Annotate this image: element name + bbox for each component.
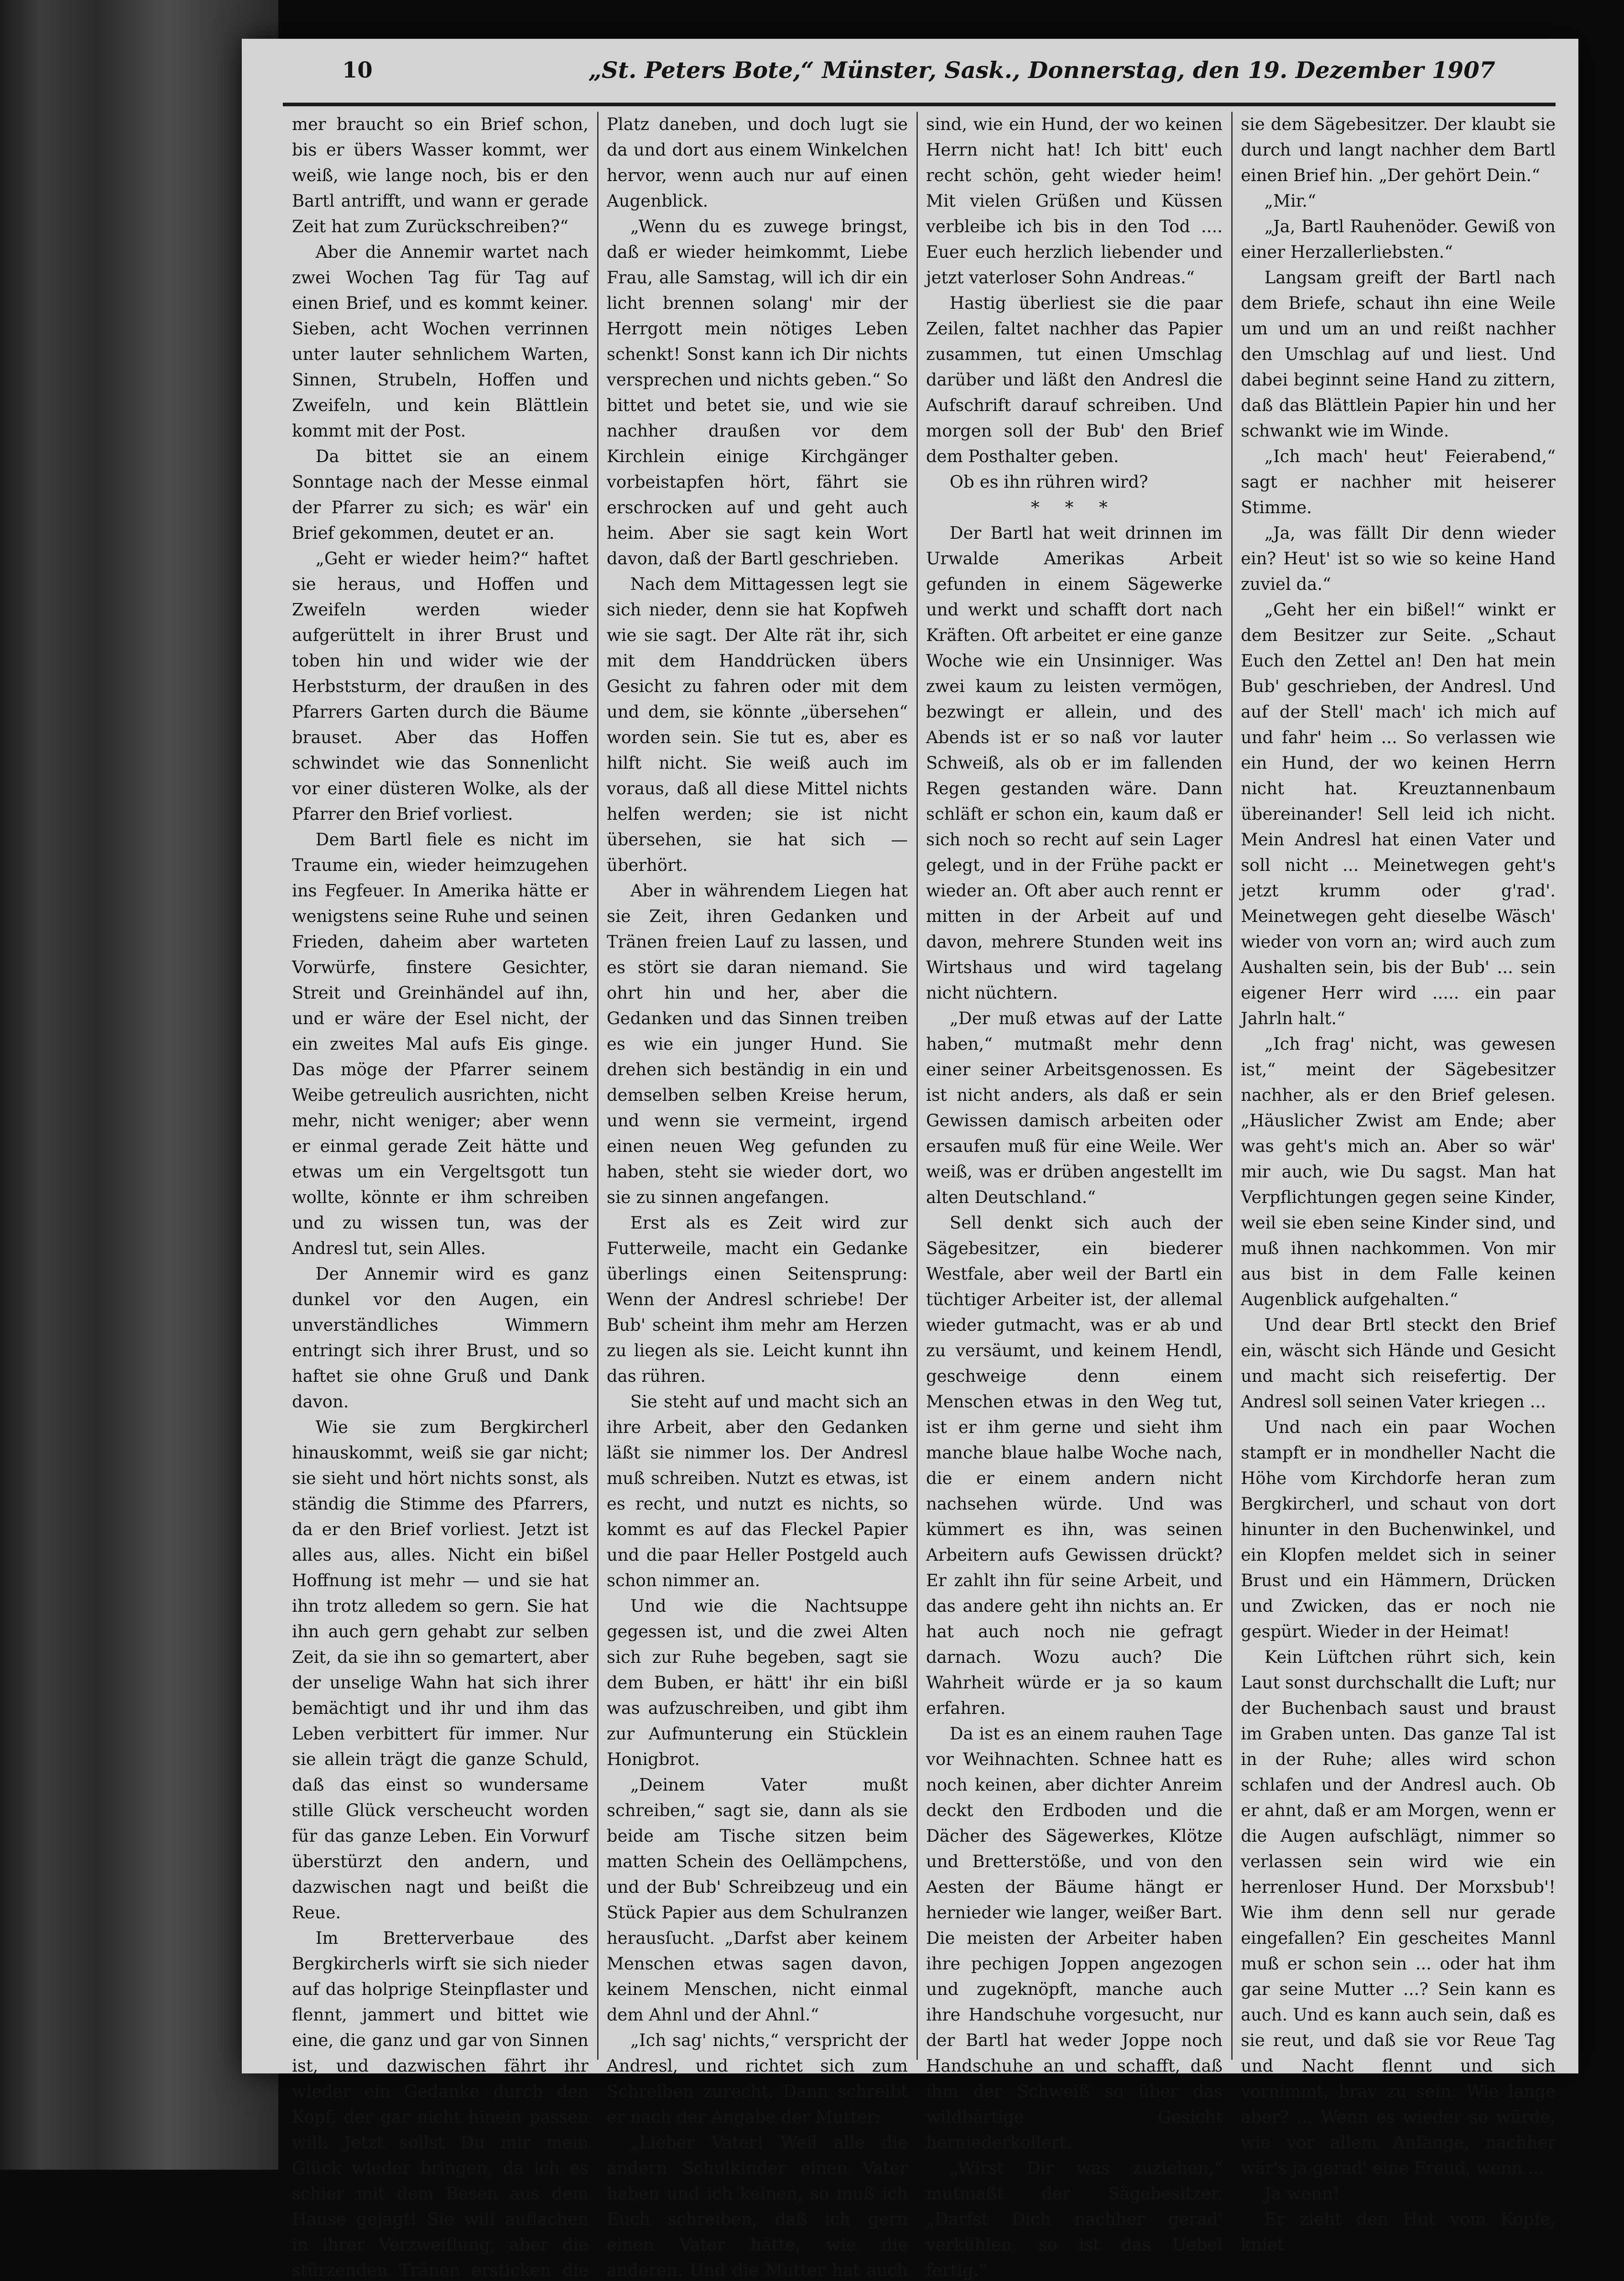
paragraph: Sie steht auf und macht sich an ihre Arbeit, aber den Gedanken läßt sie nimmer los. Der Andresl muß schreiben. Nutzt es etwas, ist es recht, und nutzt es nichts, so kommt es auf das Fleckel Papier und die paar Heller Postgeld auch schon nimmer an. [607,1392,908,1590]
paragraph: „Lieber Vater! Weil alle die andern Schulkinder einen Vater haben und ich keinen, so muß ich Euch schreiben, daß ich gern einen Vater hätte, wie die anderen. Und die Mutter hat auch [607,2133,908,2280]
paragraph: Dem Bartl fiele es nicht im Traume ein, wieder heimzugehen ins Fegfeuer. In Amerika hätte er wenigstens seine Ruhe und seinen Frieden, daheim aber warteten Vorwürfe, finstere Gesichter, Streit und Greinhändel auf ihn, und er wäre der Esel nicht, der ein zweites Mal aufs Eis ginge. Das möge der Pfarrer seinem Weibe getreulich ausrichten, nicht mehr, nicht weniger; aber wenn er einmal gerade Zeit hätte und etwas um ein Vergeltsgott tun wollte, könnte er ihm schreiben und zu wissen tun, was der Andresl tut, sein Alles. [292,830,588,1258]
paragraph: Langsam greift der Bartl nach dem Briefe, schaut ihn eine Weile um und um an und reißt nachher den Umschlag auf und liest. Und dabei beginnt seine Hand zu zittern, daß das Blättlein Papier hin und her schwankt wie im Winde. [1241,268,1556,441]
paragraph: mer braucht so ein Brief schon, bis er übers Wasser kommt, wer weiß, wie lange noch, bis er den Bartl antrifft, und wann er gerade Zeit hat zum Zurückschreiben?“ [292,115,588,236]
paragraph: Und dear Brtl steckt den Brief ein, wäscht sich Hände und Gesicht und macht sich reisefertig. Der Andresl soll seinen Vater kriegen ... [1241,1315,1556,1411]
paragraph: Kein Lüftchen rührt sich, kein Laut sonst durchschallt die Luft; nur der Buchenbach saust und braust im Graben unten. Das ganze Tal ist in der Ruhe; alles wird schon schlafen und der Andresl auch. Ob er ahnt, daß er am Morgen, wenn er die Augen aufschlägt, nimmer so verlassen sein wird wie ein herrenloser Hund. Der Morxsbub'! Wie ihm denn sell nur gerade eingefallen? Ein gescheites Mannl muß er schon sein ... oder hat ihm gar seine Mutter ...? Sein kann es auch. Und es kann auch sein, daß es sie reut, und daß sie vor Reue Tag und Nacht flennt und sich vornimmt, brav zu sein. Wie lange aber? ... Wenn es wieder so würde, wie vor allem Anfange, nachher wär's ja gerad' eine Freud, wenn ... [1241,1647,1556,2178]
text-column-3 [926,112,1223,2280]
text-column-2 [607,112,908,2280]
paragraph: Aber in währendem Liegen hat sie Zeit, ihren Gedanken und Tränen freien Lauf zu lassen, und es stört sie daran niemand. Sie ohrt hin und her, aber die Gedanken und das Sinnen treiben es wie ein junger Hund. Sie drehen sich beständig in ein und demselben selben Kreise herum, und wenn sie vermeint, irgend einen neuen Weg gefunden zu haben, steht sie wieder dort, wo sie zu sinnen angefangen. [607,881,908,1207]
paragraph: „Ja, was fällt Dir denn wieder ein? Heut' ist so wie so keine Hand zuviel da.“ [1241,523,1556,594]
column-divider [1231,112,1233,2060]
newspaper-page [242,39,1578,2280]
paragraph: sind, wie ein Hund, der wo keinen Herrn nicht hat! Ich bitt' euch recht schön, geht wieder heim! Mit vielen Grüßen und Küssen verbleibe ich bis in den Tod .... Euer euch herzlich liebender und jetzt vaterloser Sohn Andreas.“ [926,115,1223,287]
paragraph: „Ich frag' nicht, was gewesen ist,“ meint der Sägebesitzer nachher, als er den Brief gelesen. „Häuslicher Zwist am Ende; aber was geht's mich an. Aber so wär' mir auch, wie Du sagst. Man hat Verpflichtungen gegen seine Kinder, weil sie eben seine Kinder sind, und muß ihnen nachkommen. Von mir aus bist in dem Falle keinen Augenblick aufgehalten.“ [1241,1034,1556,1309]
paragraph: „Wirst Dir was zuziehen,“ mutmaßt der Sägebesitzer. „Darfst Dich nachher gerad' verkühlen, so ist das Uebel fertig.“ [926,2158,1223,2280]
book-binding [0,0,278,2170]
paragraph: Im Bretterverbaue des Bergkircherls wirft sie sich nieder auf das holprige Steinpflaster und flennt, jammert und bittet wie eine, die ganz und gar von Sinnen ist, und dazwischen fährt ihr wieder ein Gedanke durch den Kopf, der gar nicht hinein passen will: Jetzt sollst Du mir mein Glück wieder bringen, da ich es schier mit dem Besen aus dem Hause gejagt! Sie will auflachen in ihrer Verzweiflung, aber die stürzenden Tränen ersticken die [292,1928,588,2280]
paragraph: Ob es ihn rühren wird? [949,472,1148,492]
paragraph: Der Bartl hat weit drinnen im Urwalde Amerikas Arbeit gefunden in einem Sägewerke und werkt und schafft dort nach Kräften. Oft arbeitet er eine ganze Woche wie ein Unsinniger. Was zwei kaum zu leisten vermögen, bezwingt er allein, und des Abends ist er so naß vor lauter Schweiß, als ob er im fallenden Regen gestanden wäre. Dann schläft er schon ein, kaum daß er sich noch so recht auf sein Lager gelegt, und in der Frühe packt er wieder an. Oft aber auch rennt er mitten in der Arbeit auf und davon, mehrere Stunden weit ins Wirtshaus und wird tagelang nicht nüchtern. [926,523,1223,1003]
column-divider [597,112,599,2060]
header-rule [283,103,1556,106]
paragraph: „Ich mach' heut' Feierabend,“ sagt er nachher mit heiserer Stimme. [1241,447,1556,517]
masthead: „St. Peters Bote,“ Münster, Sask., Donnerstag, den 19. Dezember 1907 [588,57,1495,83]
paragraph: Erst als es Zeit wird zur Futterweile, macht ein Gedanke überlings einen Seitensprung: Wenn der Andresl schriebe! Der Bub' scheint ihm mehr am Herzen zu liegen als sie. Leicht kunnt ihn das rühren. [607,1213,908,1386]
paragraph: „Geht her ein bißel!“ winkt er dem Besitzer zur Seite. „Schaut Euch den Zettel an! Den hat mein Bub' geschrieben, der Andresl. Und auf der Stell' mach' ich mich auf und fahr' heim ... So verlassen wie ein Hund, der wo keinen Herrn nicht hat. Kreuztannenbaum übereinander! Sell leid ich nicht. Mein Andresl hat einen Vater und soll nicht ... Meinetwegen geht's jetzt krumm oder g'rad'. Meinetwegen geht dieselbe Wäsch' wieder von vorn an; wird auch zum Aushalten sein, bis der Bub' ... sein eigener Herr wird ..... ein paar Jahrln halt.“ [1241,600,1556,1028]
paragraph: Da bittet sie an einem Sonntage nach der Messe einmal der Pfarrer zu sich; es wär' ein Brief gekommen, deutet er an. [292,447,588,543]
paragraph: Aber die Annemir wartet nach zwei Wochen Tag für Tag auf einen Brief, und es kommt keiner. Sieben, acht Wochen verrinnen unter lauter sehnlichem Warten, Sinnen, Strubeln, Hoffen und Zweifeln, und kein Blättlein kommt mit der Post. [292,242,588,441]
paragraph: Und wie die Nachtsuppe gegessen ist, und die zwei Alten sich zur Ruhe begeben, sagt sie dem Buben, er hätt' ihr ein bißl was aufzuschreiben, und gibt ihm zur Aufmunterung ein Stücklein Honigbrot. [607,1596,908,1769]
paragraph: sie dem Sägebesitzer. Der klaubt sie durch und langt nachher dem Bartl einen Brief hin. „Der gehört Dein.“ [1241,115,1556,185]
paragraph: „Ich sag' nichts,“ verspricht der Andresl, und richtet sich zum Schreiben zurecht. Dann schreibt er nach der Angabe der Mutter: [607,2031,908,2127]
paragraph: Er zieht den Hut vom Kopfe, kniet [1241,2209,1556,2255]
paragraph: „Geht er wieder heim?“ haftet sie heraus, und Hoffen und Zweifeln werden wieder aufgerüttelt in ihrer Brust und toben hin und wider wie der Herbststurm, der draußen in des Pfarrers Garten durch die Bäume brauset. Aber das Hoffen schwindet wie das Sonnenlicht vor einer düsteren Wolke, als der Pfarrer den Brief vorliest. [292,549,588,824]
paragraph: „Deinem Vater mußt schreiben,“ sagt sie, dann als sie beide am Tische sitzen beim matten Schein des Oellämpchens, und der Bub' Schreibzeug und ein Stück Papier aus dem Schulranzen herausſucht. „Darfst aber keinem Menschen etwas sagen davon, keinem Menschen, nicht einmal dem Ahnl und der Ahnl.“ [607,1775,908,2025]
paragraph: Hastig überliest sie die paar Zeilen, faltet nachher das Papier zusammen, tut einen Umschlag darüber und läßt den Andresl die Aufschrift darauf schreiben. Und morgen soll der Bub' den Brief dem Posthalter geben. [926,293,1223,466]
paragraph: „Ja, Bartl Rauhenöder. Gewiß von einer Herzallerliebsten.“ [1241,217,1556,262]
column-divider [916,112,918,2060]
text-column-4 [1241,112,1556,2255]
paragraph: Nach dem Mittagessen legt sie sich nieder, denn sie hat Kopfweh wie sie sagt. Der Alte rät ihr, sich mit dem Handdrücken übers Gesicht zu fahren oder mit dem und dem, sie könnte „übersehen“ worden sein. Sie tut es, aber es hilft nicht. Sie weiß auch im voraus, daß all diese Mittel nichts helfen werden; sie ist nicht übersehen, sie hat sich — überhört. [607,574,908,875]
paragraph: Platz daneben, und doch lugt sie da und dort aus einem Winkelchen hervor, wenn auch nur auf einen Augenblick. [607,115,908,211]
paragraph: Wie sie zum Bergkircherl hinauskommt, weiß sie gar nicht; sie sieht und hört nichts sonst, als ständig die Stimme des Pfarrers, da er den Brief vorliest. Jetzt ist alles aus, alles. Nicht ein bißel Hoffnung ist mehr — und sie hat ihn trotz alledem so gern. Sie hat ihn auch gern gehabt zur selben Zeit, da sie ihn so gemartert, aber der unselige Wahn hat sich ihrer bemächtigt und ihr und ihm das Leben verbittert für immer. Nur sie allein trägt die ganze Schuld, daß das einst so wundersame stille Glück verscheucht worden für das ganze Leben. Ein Vorwurf überstürzt den andern, und dazwischen nagt und beißt die Reue. [292,1417,588,1922]
page-header [269,45,1560,100]
paragraph: Sell denkt sich auch der Sägebesitzer, ein biederer Westfale, aber weil der Bartl ein tüchtiger Arbeiter ist, der allemal wieder gutmacht, was er ab und zu versäumt, und keinem Hendl, geschweige denn einem Menschen etwas in den Weg tut, ist er ihm gerne und sieht ihm manche blaue halbe Woche nach, die er einem andern nicht nachsehen würde. Und was kümmert es ihn, was seinen Arbeitern aufs Gewissen drückt? Er zahlt ihn für seine Arbeit, und das andere geht ihn nichts an. Er hat auch noch nie gefragt darnach. Wozu auch? Die Wahrheit würde er ja so kaum erfahren. [926,1213,1223,1718]
paragraph: „Der muß etwas auf der Latte haben,“ mutmaßt mehr denn einer seiner Arbeitsgenossen. Es ist nicht anders, als daß er sein Gewissen damisch arbeiten oder ersaufen muß für eine Weile. Wer weiß, was er drüben angestellt im alten Deutschland.“ [926,1009,1223,1207]
paragraph: „Mir.“ [1264,191,1316,211]
paragraph: * * * [1031,498,1118,517]
paragraph: Und nach ein paar Wochen stampft er in mondheller Nacht die Höhe vom Kirchdorfe heran zum Bergkircherl, und schaut von dort hinunter in den Buchenwinkel, und ein Klopfen meldet sich in seiner Brust und ein Hämmern, Drücken und Zwicken, das er noch nie gespürt. Wieder in der Heimat! [1241,1417,1556,1641]
paragraph: Da ist es an einem rauhen Tage vor Weihnachten. Schnee hatt es noch keinen, aber dichter Anreim deckt den Erdboden und die Dächer des Sägewerkes, Klötze und Bretterstöße, und von den Aesten der Bäume hängt er hernieder wie langer, weißer Bart. Die meisten der Arbeiter haben ihre pechigen Joppen angezogen und zugeknöpft, manche auch ihre Handschuhe vorgesucht, nur der Bartl hat weder Joppe noch Handschuhe an und schafft, daß ihm der Schweiß so über das wildbärtige Gesicht herniederkollert. [926,1724,1223,2152]
paragraph: „Wenn du es zuwege bringst, daß er wieder heimkommt, Liebe Frau, alle Samstag, will ich dir ein licht brennen solang' mir der Herrgott mein nötiges Leben schenkt! Sonst kann ich Dir nichts versprechen und nichts geben.“ So bittet und betet sie, und wie sie nachher draußen vor dem Kirchlein einige Kirchgänger vorbeistapfen hört, fährt sie erschrocken auf und geht auch heim. Aber sie sagt kein Wort davon, daß der Bartl geschrieben. [607,217,908,568]
page-number: 10 [342,57,373,83]
paragraph: Der Annemir wird es ganz dunkel vor den Augen, ein unverständliches Wimmern entringt sich ihrer Brust, und so haftet sie ohne Gruß und Dank davon. [292,1264,588,1411]
paragraph: Ja wenn! [1264,2184,1340,2203]
text-column-1 [292,112,588,2280]
